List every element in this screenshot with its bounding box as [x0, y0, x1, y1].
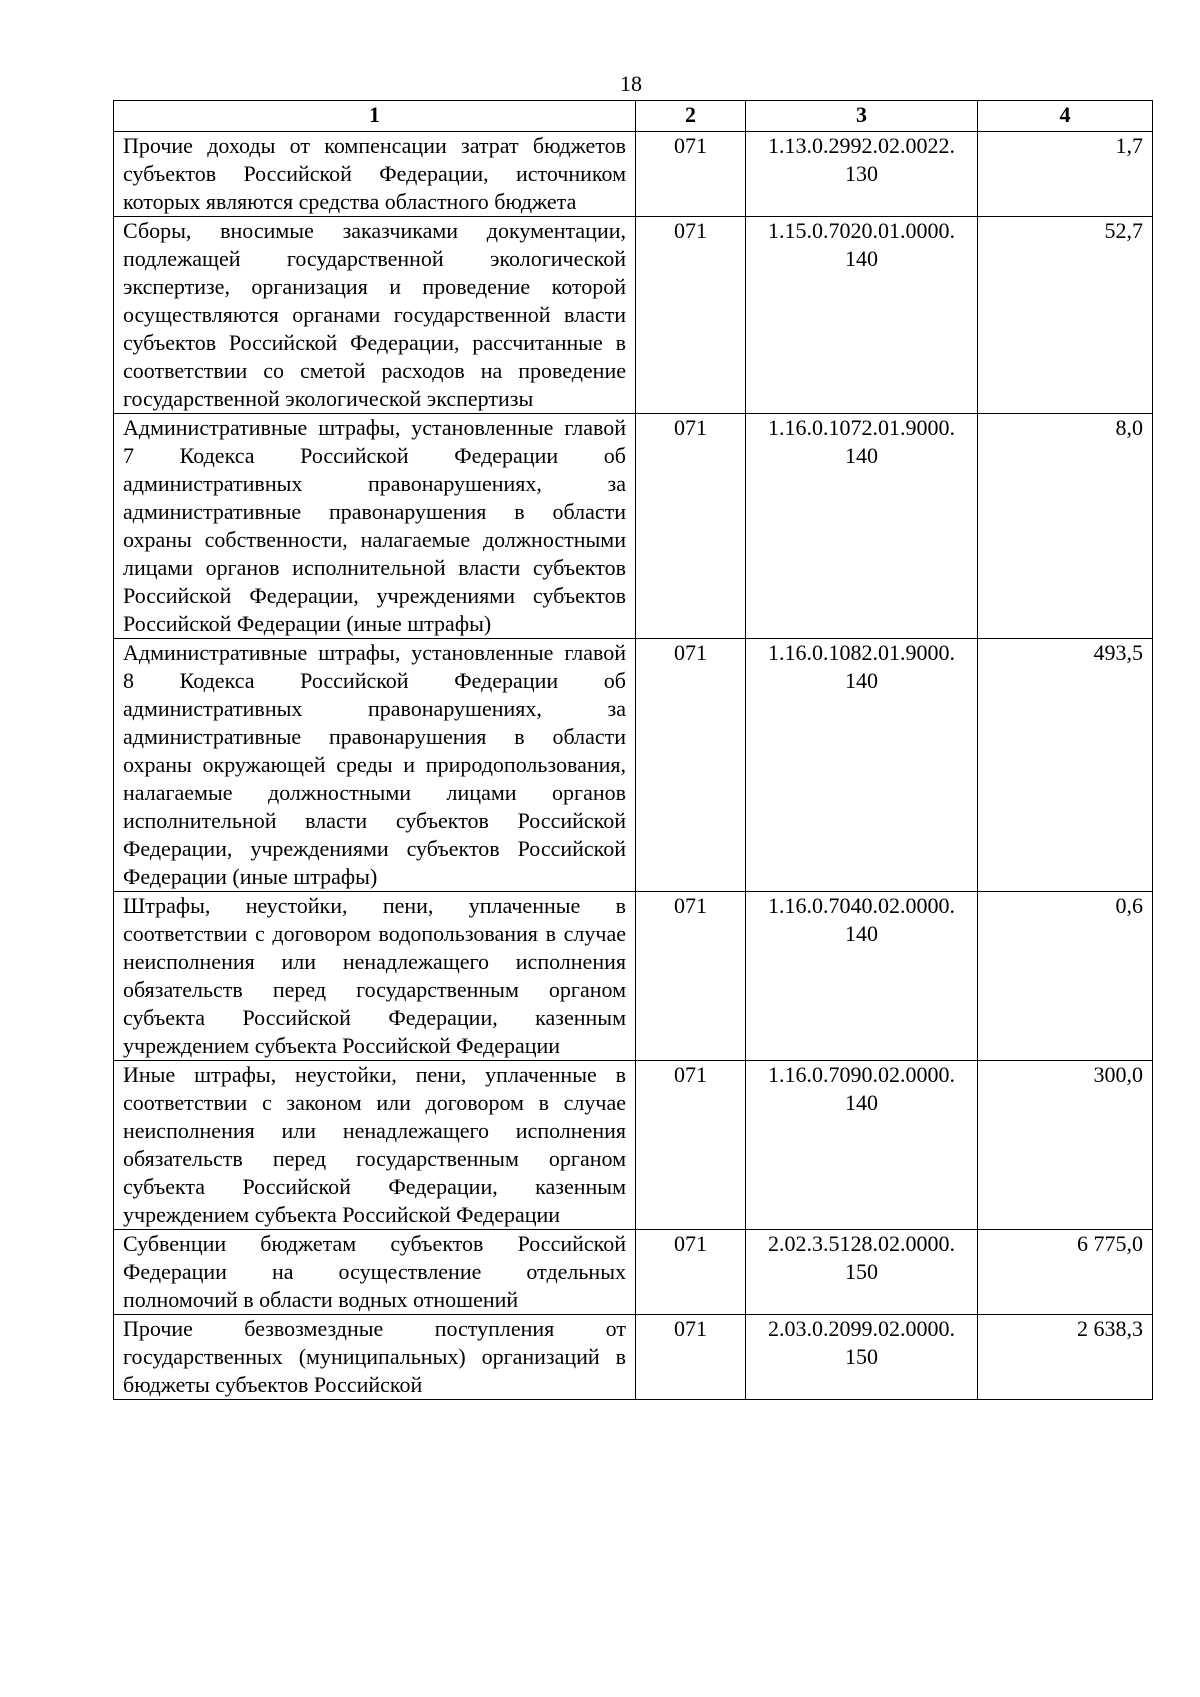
kbk-code-line-1: 2.03.0.2099.02.0000. [768, 1316, 955, 1341]
header-col-2: 2 [636, 101, 746, 132]
row-admin-code: 071 [636, 639, 746, 892]
kbk-code-line-1: 2.02.3.5128.02.0000. [768, 1231, 955, 1256]
row-description: Прочие доходы от компенсации затрат бюджетов субъектов Российской Федерации, источником которых являются средства областного бюджета [114, 132, 636, 217]
row-admin-code: 071 [636, 217, 746, 414]
kbk-code-line-1: 1.15.0.7020.01.0000. [768, 218, 955, 243]
row-kbk-code [746, 1230, 978, 1315]
row-description: Субвенции бюджетам субъектов Российской Федерации на осуществление отдельных полномочий в области водных отношений [114, 1230, 636, 1315]
table-row [114, 639, 1153, 892]
header-col-1: 1 [114, 101, 636, 132]
table-row [114, 132, 1153, 217]
row-kbk-code [746, 1315, 978, 1400]
kbk-code-line-1: 1.16.0.1072.01.9000. [768, 415, 955, 440]
row-admin-code: 071 [636, 132, 746, 217]
row-description: Штрафы, неустойки, пени, уплаченные в соответствии с договором водопользования в случае неисполнения или ненадлежащего исполнения обязательств перед государственным органом субъекта Российской Федерации, казенным учреждением субъекта Российской Федерации [114, 892, 636, 1061]
row-amount: 493,5 [978, 639, 1153, 892]
kbk-code-line-1: 1.16.0.1082.01.9000. [768, 640, 955, 665]
kbk-code-line-2: 140 [845, 668, 878, 693]
header-col-4: 4 [978, 101, 1153, 132]
table-row [114, 1061, 1153, 1230]
row-amount: 6 775,0 [978, 1230, 1153, 1315]
row-admin-code: 071 [636, 1230, 746, 1315]
row-admin-code: 071 [636, 1061, 746, 1230]
row-amount: 1,7 [978, 132, 1153, 217]
kbk-code-line-1: 1.16.0.7040.02.0000. [768, 893, 955, 918]
row-amount: 300,0 [978, 1061, 1153, 1230]
table-row [114, 414, 1153, 639]
kbk-code-line-2: 140 [845, 1090, 878, 1115]
row-description: Административные штрафы, установленные главой 8 Кодекса Российской Федерации об административных правонарушениях, за административные правонарушения в области охраны окружающей среды и природопользования, налагаемые должностными лицами органов исполнительной власти субъектов Российской Федерации, учреждениями субъектов Российской Федерации (иные штрафы) [114, 639, 636, 892]
page-number: 18 [620, 71, 642, 96]
table-row [114, 217, 1153, 414]
kbk-code-line-2: 140 [845, 921, 878, 946]
row-kbk-code [746, 639, 978, 892]
header-col-3: 3 [746, 101, 978, 132]
row-admin-code: 071 [636, 892, 746, 1061]
row-kbk-code [746, 414, 978, 639]
kbk-code-line-1: 1.13.0.2992.02.0022. [768, 133, 955, 158]
table-row [114, 892, 1153, 1061]
kbk-code-line-2: 140 [845, 443, 878, 468]
row-amount: 0,6 [978, 892, 1153, 1061]
row-amount: 52,7 [978, 217, 1153, 414]
row-description: Сборы, вносимые заказчиками документации, подлежащей государственной экологической экспертизе, организация и проведение которой осуществляются органами государственной власти субъектов Российской Федерации, рассчитанные в соответствии со сметой расходов на проведение государственной экологической экспертизы [114, 217, 636, 414]
kbk-code-line-2: 140 [845, 246, 878, 271]
table-row [114, 1315, 1153, 1400]
kbk-code-line-2: 130 [845, 161, 878, 186]
row-kbk-code [746, 892, 978, 1061]
header-row [114, 101, 1153, 132]
row-description: Административные штрафы, установленные главой 7 Кодекса Российской Федерации об административных правонарушениях, за административные правонарушения в области охраны собственности, налагаемые должностными лицами органов исполнительной власти субъектов Российской Федерации, учреждениями субъектов Российской Федерации (иные штрафы) [114, 414, 636, 639]
row-description: Прочие безвозмездные поступления от государственных (муниципальных) организаций в бюджеты субъектов Российской [114, 1315, 636, 1400]
row-description: Иные штрафы, неустойки, пени, уплаченные в соответствии с законом или договором в случае неисполнения или ненадлежащего исполнения обязательств перед государственным органом субъекта Российской Федерации, казенным учреждением субъекта Российской Федерации [114, 1061, 636, 1230]
row-amount: 8,0 [978, 414, 1153, 639]
row-kbk-code [746, 132, 978, 217]
kbk-code-line-2: 150 [845, 1259, 878, 1284]
table-row [114, 1230, 1153, 1315]
revenue-table [113, 100, 1153, 1400]
kbk-code-line-2: 150 [845, 1344, 878, 1369]
row-amount: 2 638,3 [978, 1315, 1153, 1400]
row-admin-code: 071 [636, 414, 746, 639]
row-kbk-code [746, 1061, 978, 1230]
kbk-code-line-1: 1.16.0.7090.02.0000. [768, 1062, 955, 1087]
row-kbk-code [746, 217, 978, 414]
row-admin-code: 071 [636, 1315, 746, 1400]
